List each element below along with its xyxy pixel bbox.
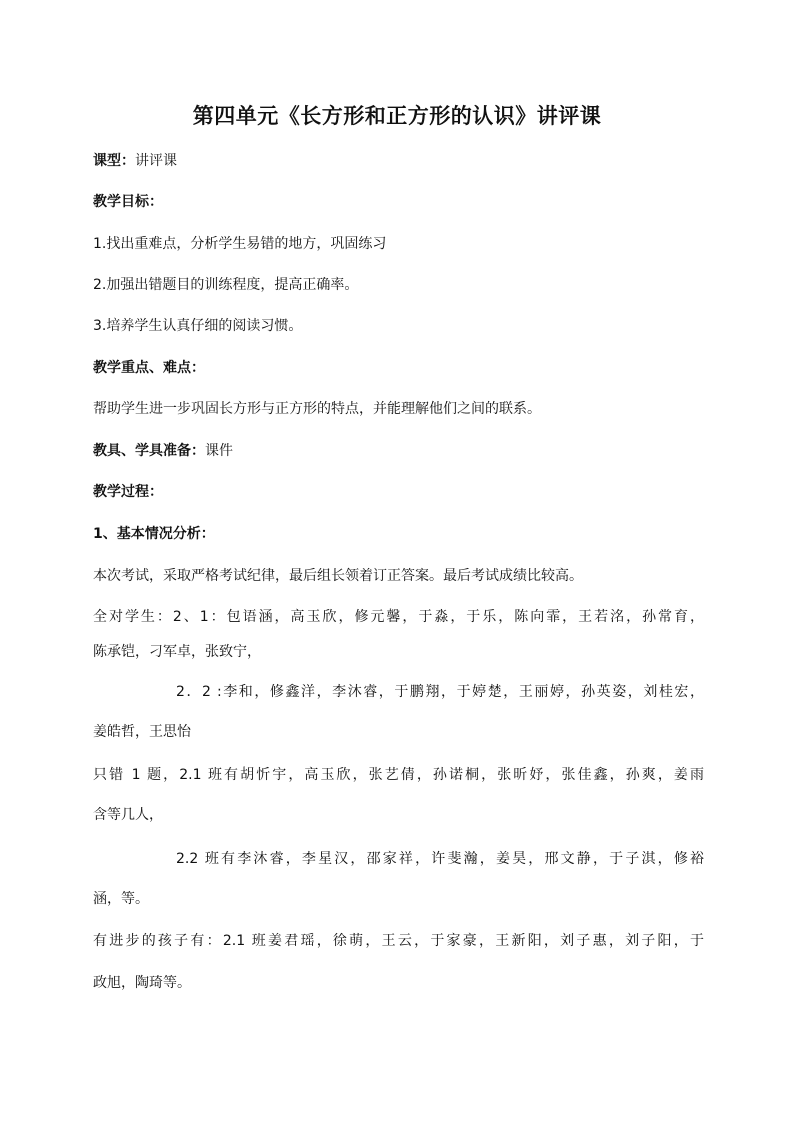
all-correct-line-2: 陈承铠，刁军卓，张致宁， [93,644,261,660]
one-wrong-line-2: 含等几人， [93,807,163,823]
class22-line-1: 2．2 :李和，修鑫洋，李沐睿，于鹏翔，于婷楚，王丽婷，孙英姿，刘桂宏， [176,684,704,700]
objective-item-1: 1.找出重难点，分析学生易错的地方，巩固练习 [93,236,387,252]
objectives-heading: 教学目标： [93,194,163,210]
exam-paragraph: 本次考试，采取严格考试纪律，最后组长领着订正答案。最后考试成绩比较高。 [93,568,583,584]
one-wrong-22-line-2: 涵，等。 [93,891,149,907]
key-points-text: 帮助学生进一步巩固长方形与正方形的特点，并能理解他们之间的联系。 [93,401,541,417]
prep-value: 课件 [205,443,233,459]
objective-item-3: 3.培养学生认真仔细的阅读习惯。 [93,318,303,334]
section1-heading: 1、基本情况分析： [93,526,215,542]
process-heading: 教学过程： [93,484,163,500]
prep-label: 教具、学具准备： [93,443,205,459]
lesson-type-line [93,150,177,170]
key-points-heading: 教学重点、难点： [93,360,205,376]
all-correct-line-1: 全对学生：2、1：包语涵，高玉欣，修元馨，于淼，于乐，陈向霏，王若洺，孙常育， [93,609,704,625]
progress-line-2: 政旭，陶琦等。 [93,975,191,991]
one-wrong-line-1: 只错 1 题，2.1 班有胡忻宇，高玉欣，张艺倩，孙诺桐，张昕妤，张佳鑫，孙爽，姜雨 [93,767,704,783]
document-title: 第四单元《长方形和正方形的认识》讲评课 [192,104,602,128]
lesson-type-label: 课型： [93,153,135,169]
class22-line-2: 姜皓哲，王思怡 [93,724,191,740]
objective-item-2: 2.加强出错题目的训练程度，提高正确率。 [93,277,359,293]
progress-line-1: 有进步的孩子有：2.1 班姜君瑶，徐萌，王云，于家豪，王新阳，刘子惠，刘子阳，于 [93,933,704,949]
prep-line [93,440,233,460]
lesson-type-value: 讲评课 [135,153,177,169]
one-wrong-22-line-1: 2.2 班有李沐睿，李星汉，邵家祥，许斐瀚，姜昊，邢文静，于子淇，修裕 [176,851,704,867]
